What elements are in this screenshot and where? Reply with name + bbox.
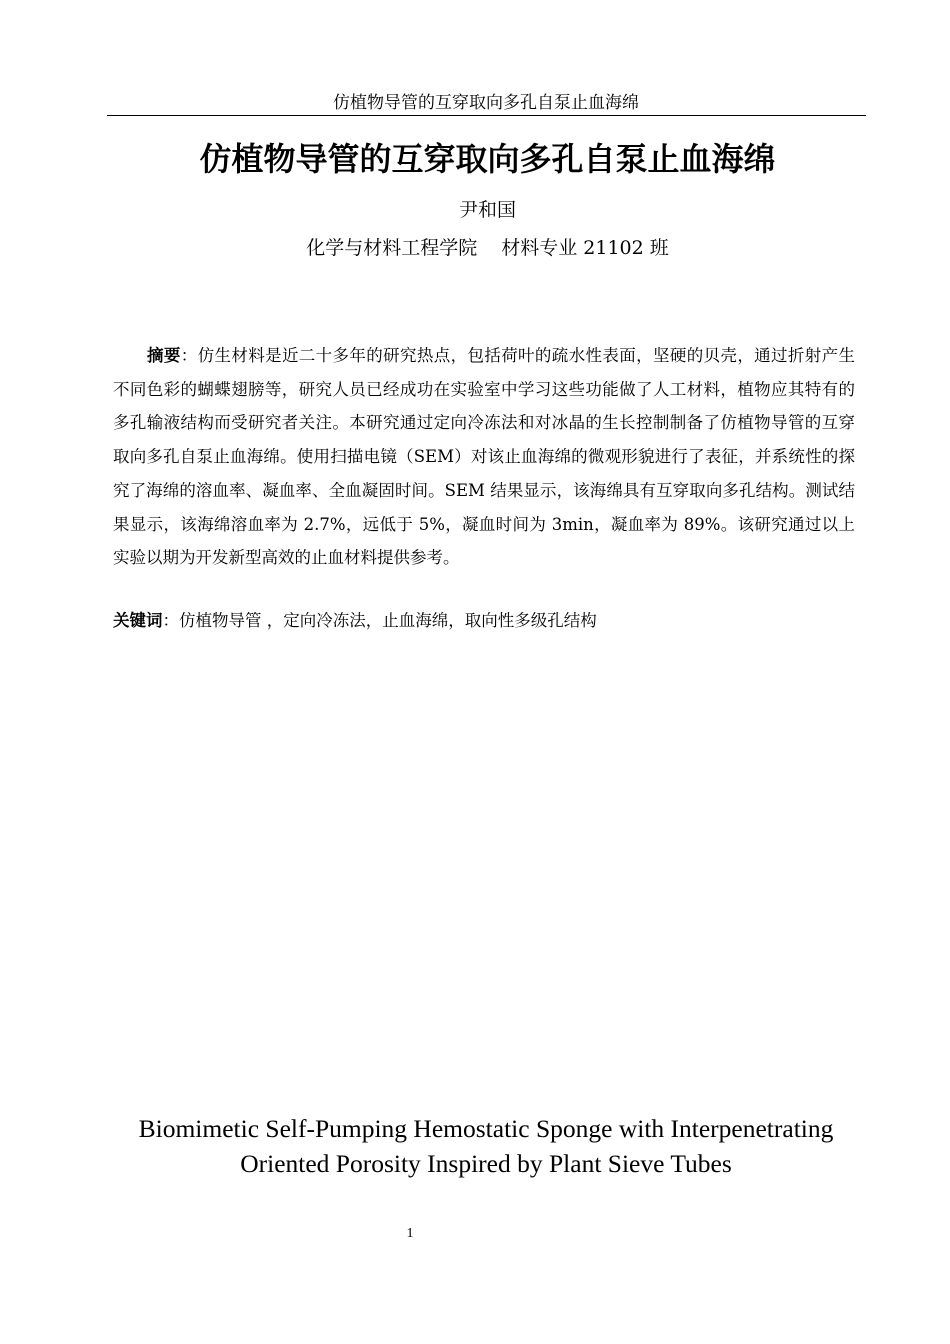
author-name: 尹和国: [458, 199, 516, 221]
header-rule: [107, 115, 866, 116]
page-number: 1: [406, 1226, 414, 1241]
abstract-paragraph: [113, 339, 855, 575]
author-affiliation: [60, 235, 915, 261]
running-header: 仿植物导管的互穿取向多孔自泵止血海绵: [333, 93, 639, 113]
keywords-line: [113, 604, 855, 638]
major-class: 材料专业 21102 班: [501, 237, 669, 259]
abstract-text: 仿生材料是近二十多年的研究热点，包括荷叶的疏水性表面，坚硬的贝壳，通过折射产生不同色彩的蝴蝶翅膀等，研究人员已经成功在实验室中学习这些功能做了人工材料，植物应其特有的多孔输液结构而受研究者关注。本研究通过定向冷冻法和对冰晶的生长控制制备了仿植物导管的互穿取向多孔自泵止血海绵。使用扫描电镜（SEM）对该止血海绵的微观形貌进行了表征，并系统性的探究了海绵的溶血率、凝血率、全血凝固时间。SEM 结果显示，该海绵具有互穿取向多孔结构。测试结果显示，该海绵溶血率为 2.7%，远低于 5%，凝血时间为 3min，凝血率为 89%。该研究通过以上实验以期为开发新型高效的止血材料提供参考。: [113, 346, 856, 568]
english-title: [90, 1111, 882, 1181]
keywords-label: 关键词: [113, 611, 163, 630]
english-title-line-1: Biomimetic Self-Pumping Hemostatic Sponge with Interpenetrating: [138, 1114, 834, 1143]
keywords-separator: ：: [162, 611, 179, 630]
abstract-label: 摘要: [147, 346, 181, 365]
school-name: 化学与材料工程学院: [306, 237, 478, 259]
chinese-title: 仿植物导管的互穿取向多孔自泵止血海绵: [199, 140, 776, 178]
keywords-text: 仿植物导管 ，定向冷冻法，止血海绵，取向性多级孔结构: [179, 611, 597, 630]
abstract-separator: ：: [180, 346, 198, 365]
english-title-line-2: Oriented Porosity Inspired by Plant Sieve Tubes: [240, 1149, 732, 1178]
